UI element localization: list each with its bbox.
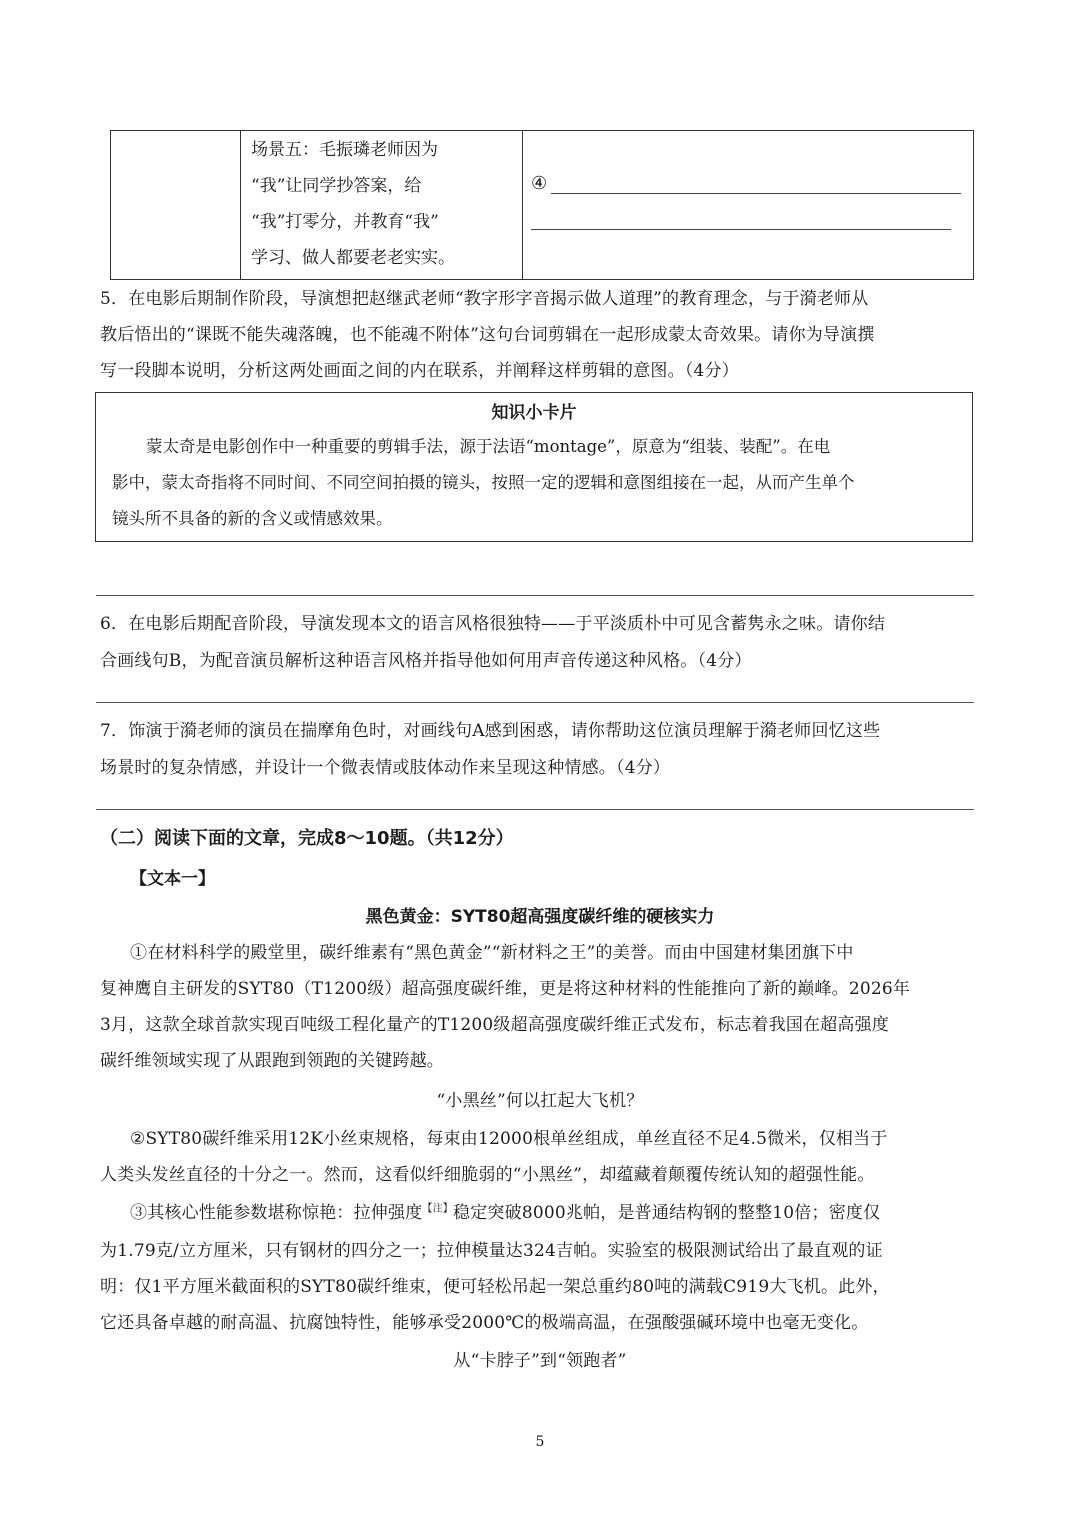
answer-rule-q5[interactable] [96,595,974,596]
paragraph-3-line: 为1.79克/立方厘米，只有钢材的四分之一；拉伸模量达324吉帕。实验室的极限测试给出了最直观的证 [100,1241,883,1261]
paragraph-1-line: 复神鹰自主研发的SYT80（T1200级）超高强度碳纤维，更是将这种材料的性能推向了新的巅峰。2026年 [100,979,911,999]
knowledge-card-line: 影中，蒙太奇指将不同时间、不同空间拍摄的镜头，按照一定的逻辑和意图组接在一起，从而产生单个 [112,473,855,492]
subheading-1: “小黑丝”何以扛起大飞机？ [436,1091,644,1111]
question-6-line: 6．在电影后期配音阶段，导演发现本文的语言风格很独特——于平淡质朴中可见含蓄隽永之味。请你结 [100,614,886,634]
answer-blank-line[interactable] [531,229,951,230]
text-label: 【文本一】 [130,869,215,889]
question-5-line: 写一段脚本说明，分析这两处画面之间的内在联系，并阐释这样剪辑的意图。（4分） [100,361,739,381]
paragraph-1-line: ①在材料科学的殿堂里，碳纤维素有“黑色黄金”“新材料之王”的美誉。而由中国建材集团旗下中 [130,943,854,963]
paragraph-3-text: 稳定突破8000兆帕，是普通结构钢的整整10倍；密度仅 [453,1203,881,1223]
knowledge-card-line: 蒙太奇是电影创作中一种重要的剪辑手法，源于法语“montage”，原意为“组装、装配”。在电 [146,437,831,456]
table-cell-answer [523,131,973,279]
scene-table [110,130,974,280]
footnote-marker: 【注】 [422,1203,454,1215]
scene-line: “我”让同学抄答案，给 [251,176,422,196]
answer-marker: ④ [531,173,548,194]
question-6-line: 合画线句B，为配音演员解析这种语言风格并指导他如何用声音传递这种风格。（4分） [100,651,752,671]
knowledge-card [95,392,973,542]
paragraph-2-line: 人类头发丝直径的十分之一。然而，这看似纤细脆弱的“小黑丝”，却蕴藏着颠覆传统认知的超强性能。 [100,1165,875,1185]
paragraph-2-line: ②SYT80碳纤维采用12K小丝束规格，每束由12000根单丝组成，单丝直径不足4.5微米，仅相当于 [130,1129,888,1149]
knowledge-card-line: 镜头所不具备的新的含义或情感效果。 [112,509,393,528]
article-title: 黑色黄金：SYT80超高强度碳纤维的硬核实力 [365,907,715,927]
section-heading: （二）阅读下面的文章，完成8～10题。（共12分） [100,828,514,849]
answer-rule-q7[interactable] [96,809,974,810]
question-5-line: 5．在电影后期制作阶段，导演想把赵继武老师“教字形字音揭示做人道理”的教育理念，与于漪老师从 [100,289,869,309]
paragraph-1-line: 碳纤维领域实现了从跟跑到领跑的关键跨越。 [100,1051,444,1071]
paragraph-3-line: 它还具备卓越的耐高温、抗腐蚀特性，能够承受2000℃的极端高温，在强酸强碱环境中也毫无变化。 [100,1313,869,1333]
paragraph-3-line: 明：仅1平方厘米截面积的SYT80碳纤维束，便可轻松吊起一架总重约80吨的满载C919大飞机。此外， [100,1277,890,1297]
table-cell-empty [111,131,241,279]
scene-line: 学习、做人都要老老实实。 [251,248,455,268]
paragraph-1-line: 3月，这款全球首款实现百吨级工程化量产的T1200级超高强度碳纤维正式发布，标志着我国在超高强度 [100,1015,890,1035]
question-5-line: 教后悟出的“课既不能失魂落魄，也不能魂不附体”这句台词剪辑在一起形成蒙太奇效果。请你为导演撰 [100,325,875,345]
table-cell-scene [241,131,523,279]
question-7-line: 场景时的复杂情感，并设计一个微表情或肢体动作来呈现这种情感。（4分） [100,758,671,778]
knowledge-card-title: 知识小卡片 [491,403,577,423]
scene-line: 场景五：毛振璘老师因为 [251,140,438,160]
scene-line: “我”打零分，并教育“我” [251,212,439,232]
answer-rule-q6[interactable] [96,702,974,703]
question-7-line: 7．饰演于漪老师的演员在揣摩角色时，对画线句A感到困惑，请你帮助这位演员理解于漪老师回忆这些 [100,721,881,741]
paragraph-3-line [130,1198,880,1223]
page-number: 5 [535,1434,545,1450]
subheading-2: 从“卡脖子”到“领跑者” [453,1351,627,1371]
answer-blank-line[interactable] [551,193,961,194]
paragraph-3-text: ③其核心性能参数堪称惊艳：拉伸强度 [130,1203,423,1223]
